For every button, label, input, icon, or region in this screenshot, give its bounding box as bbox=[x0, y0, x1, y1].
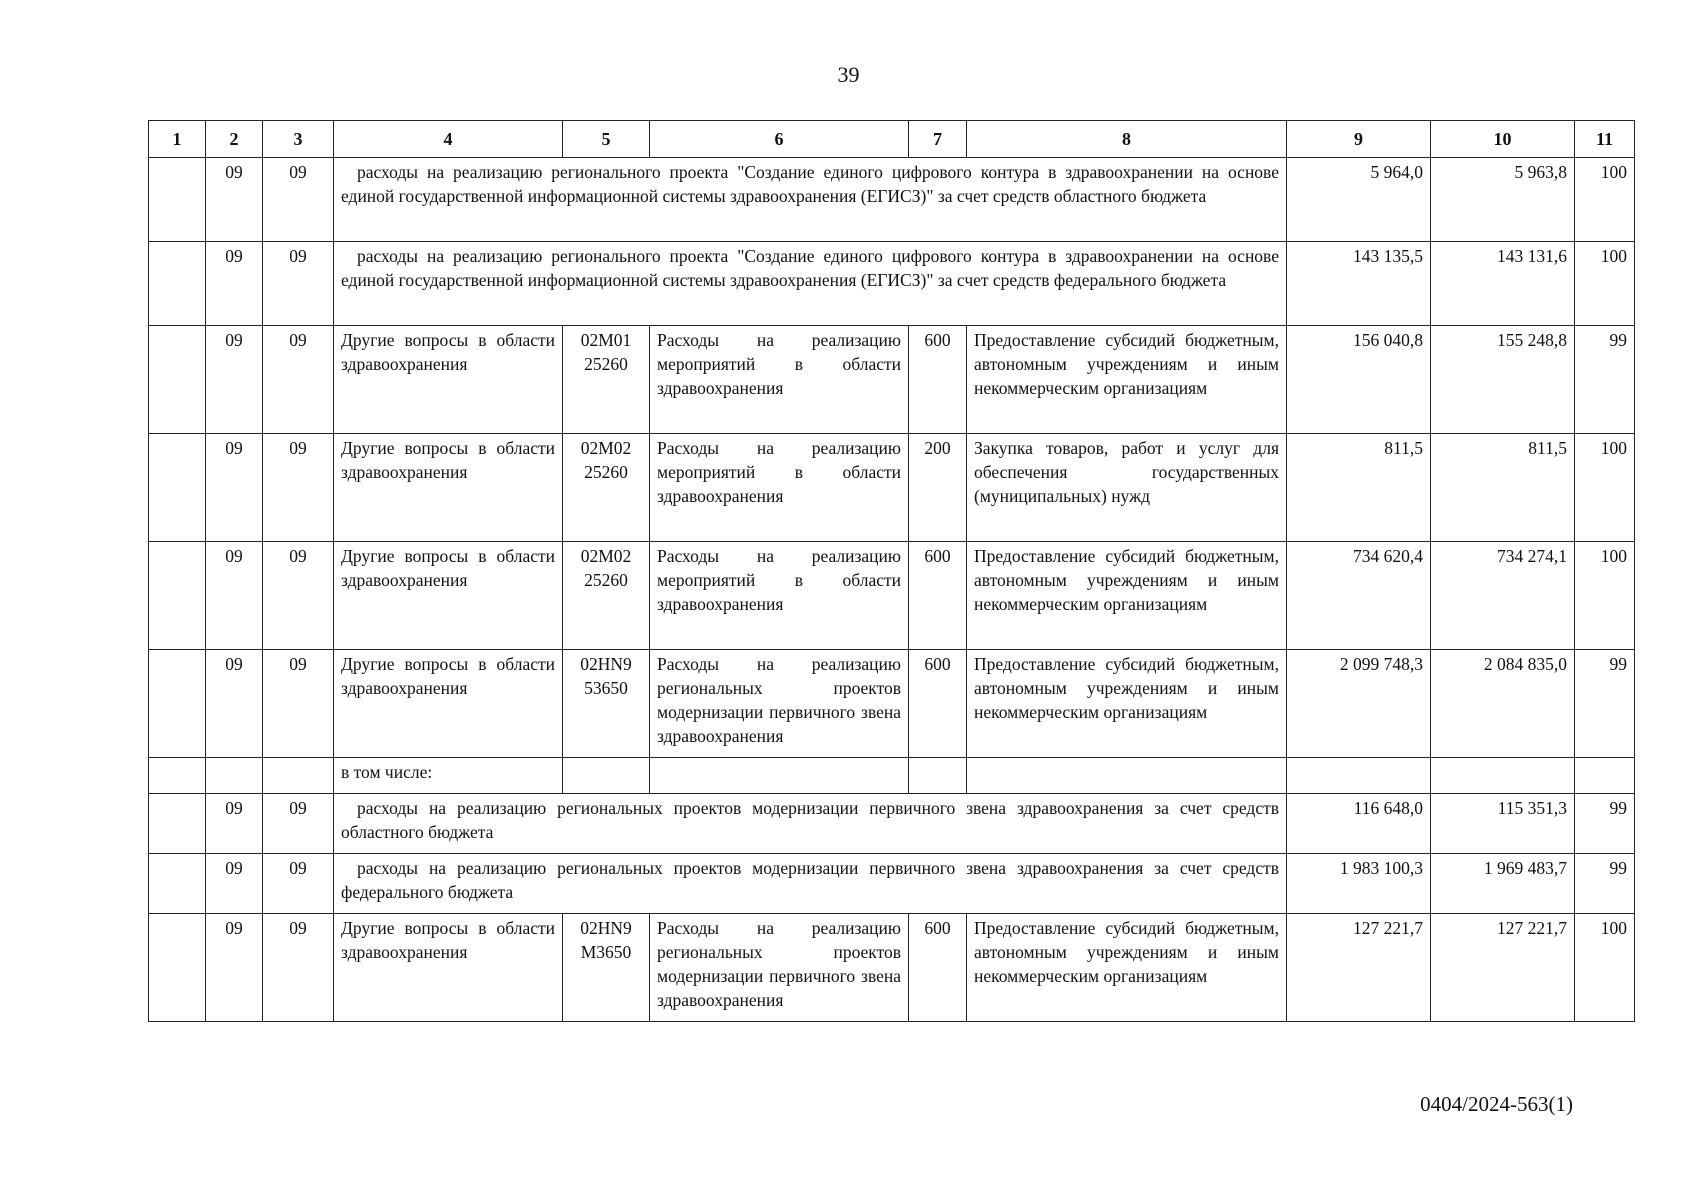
cell-subsection-name: Другие вопросы в области здравоохранения bbox=[334, 434, 563, 542]
cell-empty bbox=[263, 758, 334, 794]
cell-planned: 5 964,0 bbox=[1287, 158, 1431, 242]
cell-subsection-name: Другие вопросы в области здравоохранения bbox=[334, 914, 563, 1022]
cell-target-name: Расходы на реализацию мероприятий в области здравоохранения bbox=[650, 542, 909, 650]
cell-expense-type: 600 bbox=[909, 914, 967, 1022]
table-row bbox=[149, 914, 1635, 1022]
cell-description: расходы на реализацию региональных проектов модернизации первичного звена здравоохранения за счет средств областного бюджета bbox=[334, 794, 1287, 854]
cell-percent: 99 bbox=[1575, 326, 1635, 434]
cell-actual: 2 084 835,0 bbox=[1431, 650, 1575, 758]
cell-description: расходы на реализацию региональных проектов модернизации первичного звена здравоохранения за счет средств федерального бюджета bbox=[334, 854, 1287, 914]
cell-target-name: Расходы на реализацию региональных проектов модернизации первичного звена здравоохранения bbox=[650, 650, 909, 758]
table-row bbox=[149, 758, 1635, 794]
cell-subsection: 09 bbox=[263, 854, 334, 914]
cell-empty bbox=[149, 242, 206, 326]
cell-empty bbox=[206, 758, 263, 794]
header-row bbox=[149, 121, 1635, 158]
cell-empty bbox=[149, 794, 206, 854]
cell-planned: 1 983 100,3 bbox=[1287, 854, 1431, 914]
cell-expense-type: 600 bbox=[909, 542, 967, 650]
page-number: 39 bbox=[837, 62, 860, 87]
cell-actual: 127 221,7 bbox=[1431, 914, 1575, 1022]
cell-percent: 99 bbox=[1575, 854, 1635, 914]
cell-planned: 116 648,0 bbox=[1287, 794, 1431, 854]
cell-subsection: 09 bbox=[263, 158, 334, 242]
col-header: 5 bbox=[563, 121, 650, 158]
col-header: 7 bbox=[909, 121, 967, 158]
cell-target-code: 02М01 25260 bbox=[563, 326, 650, 434]
cell-empty bbox=[650, 758, 909, 794]
cell-expense-name: Предоставление субсидий бюджетным, автономным учреждениям и иным некоммерческим организациям bbox=[967, 914, 1287, 1022]
cell-empty bbox=[149, 158, 206, 242]
cell-planned: 143 135,5 bbox=[1287, 242, 1431, 326]
col-header: 11 bbox=[1575, 121, 1635, 158]
table-row bbox=[149, 242, 1635, 326]
cell-percent: 100 bbox=[1575, 542, 1635, 650]
cell-empty bbox=[149, 854, 206, 914]
cell-actual: 155 248,8 bbox=[1431, 326, 1575, 434]
cell-target-name: Расходы на реализацию мероприятий в области здравоохранения bbox=[650, 326, 909, 434]
cell-section: 09 bbox=[206, 542, 263, 650]
cell-expense-name: Предоставление субсидий бюджетным, автономным учреждениям и иным некоммерческим организациям bbox=[967, 542, 1287, 650]
cell-including-label: в том числе: bbox=[334, 758, 563, 794]
cell-planned: 734 620,4 bbox=[1287, 542, 1431, 650]
cell-section: 09 bbox=[206, 242, 263, 326]
cell-empty bbox=[1431, 758, 1575, 794]
budget-table bbox=[148, 120, 1635, 1022]
col-header: 9 bbox=[1287, 121, 1431, 158]
cell-actual: 1 969 483,7 bbox=[1431, 854, 1575, 914]
cell-target-code: 02М02 25260 bbox=[563, 434, 650, 542]
cell-empty bbox=[149, 758, 206, 794]
cell-actual: 734 274,1 bbox=[1431, 542, 1575, 650]
cell-section: 09 bbox=[206, 158, 263, 242]
cell-empty bbox=[1575, 758, 1635, 794]
cell-section: 09 bbox=[206, 434, 263, 542]
table-row bbox=[149, 158, 1635, 242]
cell-subsection: 09 bbox=[263, 542, 334, 650]
cell-planned: 811,5 bbox=[1287, 434, 1431, 542]
cell-description: расходы на реализацию регионального проекта "Создание единого цифрового контура в здравоохранении на основе единой государственной информационной системы здравоохранения (ЕГИСЗ)" за счет средств федерального бюджета bbox=[334, 242, 1287, 326]
cell-expense-type: 600 bbox=[909, 650, 967, 758]
table-row bbox=[149, 326, 1635, 434]
cell-subsection-name: Другие вопросы в области здравоохранения bbox=[334, 326, 563, 434]
cell-planned: 156 040,8 bbox=[1287, 326, 1431, 434]
table-row bbox=[149, 434, 1635, 542]
cell-subsection: 09 bbox=[263, 914, 334, 1022]
cell-planned: 2 099 748,3 bbox=[1287, 650, 1431, 758]
table-row bbox=[149, 794, 1635, 854]
cell-empty bbox=[967, 758, 1287, 794]
col-header: 6 bbox=[650, 121, 909, 158]
cell-target-name: Расходы на реализацию региональных проектов модернизации первичного звена здравоохранения bbox=[650, 914, 909, 1022]
table-row bbox=[149, 854, 1635, 914]
cell-actual: 115 351,3 bbox=[1431, 794, 1575, 854]
cell-empty bbox=[563, 758, 650, 794]
col-header: 2 bbox=[206, 121, 263, 158]
cell-section: 09 bbox=[206, 914, 263, 1022]
cell-section: 09 bbox=[206, 794, 263, 854]
cell-subsection: 09 bbox=[263, 326, 334, 434]
table-row bbox=[149, 650, 1635, 758]
col-header: 10 bbox=[1431, 121, 1575, 158]
cell-target-code: 02М02 25260 bbox=[563, 542, 650, 650]
cell-expense-type: 200 bbox=[909, 434, 967, 542]
cell-subsection: 09 bbox=[263, 242, 334, 326]
cell-subsection: 09 bbox=[263, 794, 334, 854]
cell-percent: 100 bbox=[1575, 914, 1635, 1022]
col-header: 1 bbox=[149, 121, 206, 158]
cell-empty bbox=[149, 542, 206, 650]
col-header: 3 bbox=[263, 121, 334, 158]
cell-subsection-name: Другие вопросы в области здравоохранения bbox=[334, 542, 563, 650]
table-row bbox=[149, 542, 1635, 650]
cell-target-code: 02HN9 M3650 bbox=[563, 914, 650, 1022]
cell-expense-name: Предоставление субсидий бюджетным, автономным учреждениям и иным некоммерческим организациям bbox=[967, 650, 1287, 758]
cell-expense-name: Закупка товаров, работ и услуг для обеспечения государственных (муниципальных) нужд bbox=[967, 434, 1287, 542]
cell-empty bbox=[149, 914, 206, 1022]
document-code: 0404/2024-563(1) bbox=[1420, 1092, 1573, 1116]
cell-section: 09 bbox=[206, 650, 263, 758]
cell-section: 09 bbox=[206, 326, 263, 434]
cell-percent: 99 bbox=[1575, 794, 1635, 854]
col-header: 4 bbox=[334, 121, 563, 158]
cell-empty bbox=[149, 650, 206, 758]
cell-percent: 100 bbox=[1575, 242, 1635, 326]
cell-planned: 127 221,7 bbox=[1287, 914, 1431, 1022]
cell-actual: 5 963,8 bbox=[1431, 158, 1575, 242]
col-header: 8 bbox=[967, 121, 1287, 158]
cell-percent: 100 bbox=[1575, 434, 1635, 542]
cell-empty bbox=[149, 434, 206, 542]
cell-subsection: 09 bbox=[263, 434, 334, 542]
cell-subsection: 09 bbox=[263, 650, 334, 758]
cell-percent: 99 bbox=[1575, 650, 1635, 758]
cell-target-code: 02HN9 53650 bbox=[563, 650, 650, 758]
cell-description: расходы на реализацию регионального проекта "Создание единого цифрового контура в здравоохранении на основе единой государственной информационной системы здравоохранения (ЕГИСЗ)" за счет средств областного бюджета bbox=[334, 158, 1287, 242]
cell-expense-name: Предоставление субсидий бюджетным, автономным учреждениям и иным некоммерческим организациям bbox=[967, 326, 1287, 434]
cell-empty bbox=[1287, 758, 1431, 794]
cell-actual: 811,5 bbox=[1431, 434, 1575, 542]
cell-section: 09 bbox=[206, 854, 263, 914]
cell-empty bbox=[149, 326, 206, 434]
cell-target-name: Расходы на реализацию мероприятий в области здравоохранения bbox=[650, 434, 909, 542]
cell-subsection-name: Другие вопросы в области здравоохранения bbox=[334, 650, 563, 758]
cell-expense-type: 600 bbox=[909, 326, 967, 434]
cell-empty bbox=[909, 758, 967, 794]
cell-percent: 100 bbox=[1575, 158, 1635, 242]
cell-actual: 143 131,6 bbox=[1431, 242, 1575, 326]
